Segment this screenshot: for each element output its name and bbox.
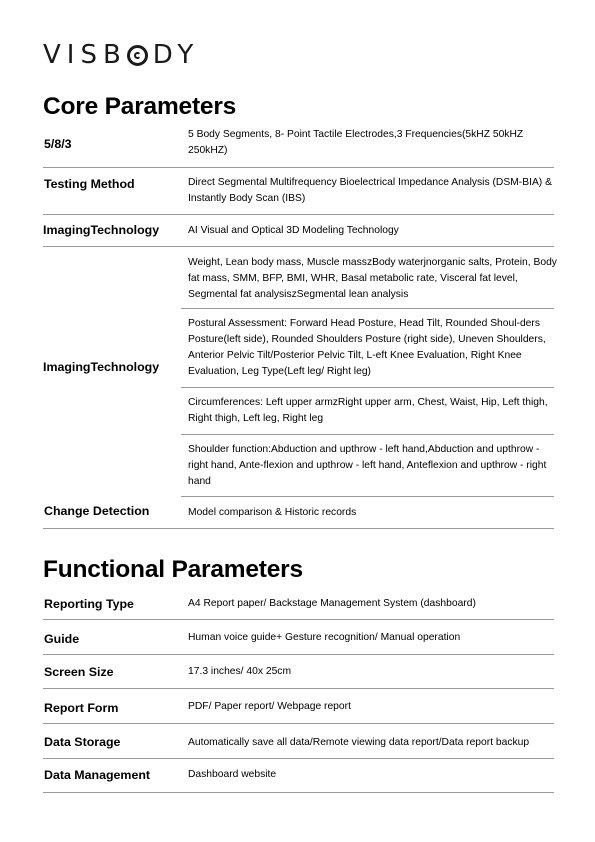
divider bbox=[43, 528, 554, 529]
row-value-shoulder-function: Shoulder function:Abduction and upthrow - left hand,Abduction and upthrow - right hand, Ante-flexion and upthrow - left hand, Anteflexion and upthrow - right hand bbox=[188, 444, 547, 487]
divider bbox=[181, 496, 554, 497]
divider bbox=[43, 246, 554, 247]
row-label-imaging-technology-metrics: ImagingTechnology bbox=[43, 360, 160, 374]
row-label-data-storage: Data Storage bbox=[44, 735, 121, 749]
row-label-report-form: Report Form bbox=[44, 701, 119, 715]
row-value-circumferences: Circumferences: Left upper armzRight upper arm, Chest, Waist, Hip, Left thigh, Right thigh, Left leg, Right leg bbox=[188, 397, 548, 424]
divider bbox=[181, 308, 554, 309]
divider bbox=[43, 654, 554, 655]
row-value-testing-method: Direct Segmental Multifrequency Bioelectrical Impedance Analysis (DSM-BIA) & Instantly Body Scan (IBS) bbox=[188, 177, 552, 204]
row-value-screen-size: 17.3 inches/ 40x 25cm bbox=[188, 666, 292, 677]
divider bbox=[181, 434, 554, 435]
logo-text-right: DY bbox=[152, 40, 200, 70]
row-label-reporting-type: Reporting Type bbox=[44, 597, 134, 611]
visbody-logo bbox=[43, 40, 199, 70]
divider bbox=[43, 214, 554, 215]
row-value-guide: Human voice guide+ Gesture recognition/ Manual operation bbox=[188, 632, 461, 643]
row-label-data-management: Data Management bbox=[44, 768, 151, 782]
row-value-reporting-type: A4 Report paper/ Backstage Management System (dashboard) bbox=[188, 598, 476, 609]
core-parameters-title: Core Parameters bbox=[43, 93, 237, 120]
row-value-data-management: Dashboard website bbox=[188, 769, 277, 780]
row-value-postural-assessment: Postural Assessment: Forward Head Posture, Head Tilt, Rounded Shoul-ders Posture(left side), Rounded Shoulders Posture (right side), Uneven Shoulders, Anterior Pelvic Tilt/Posterior Pelvic Tilt, L-eft Knee Evaluation, Right Knee Evaluation, Leg Type(Left leg/ Right leg) bbox=[188, 318, 546, 377]
logo-text-left: VISB bbox=[43, 40, 127, 70]
logo-o-icon bbox=[127, 45, 148, 66]
row-label-segments: 5/8/3 bbox=[44, 137, 72, 151]
row-value-data-storage: Automatically save all data/Remote viewing data report/Data report backup bbox=[188, 737, 530, 748]
row-label-guide: Guide bbox=[44, 632, 80, 646]
divider bbox=[43, 792, 554, 793]
divider bbox=[43, 167, 554, 168]
row-value-change-detection: Model comparison & Historic records bbox=[188, 507, 357, 518]
divider bbox=[43, 619, 554, 620]
row-label-imaging-technology: ImagingTechnology bbox=[43, 223, 160, 237]
row-value-body-composition: Weight, Lean body mass, Muscle masszBody waterjnorganic salts, Protein, Body fat mass, SMM, BFP, BMI, WHR, Basal metabolic rate, Visceral fat level, Segmental fat analysiszSegmental lean analysis bbox=[188, 257, 557, 300]
divider bbox=[43, 758, 554, 759]
divider bbox=[43, 688, 554, 689]
row-value-report-form: PDF/ Paper report/ Webpage report bbox=[188, 701, 351, 712]
divider bbox=[43, 723, 554, 724]
row-label-screen-size: Screen Size bbox=[44, 665, 114, 679]
functional-parameters-title: Functional Parameters bbox=[43, 556, 303, 583]
row-label-testing-method: Testing Method bbox=[44, 177, 135, 191]
row-value-imaging-technology: AI Visual and Optical 3D Modeling Technology bbox=[188, 225, 399, 236]
row-label-change-detection: Change Detection bbox=[44, 504, 150, 518]
divider bbox=[181, 387, 554, 388]
row-value-segments: 5 Body Segments, 8- Point Tactile Electrodes,3 Frequencies(5kHZ 50kHZ 250kHZ) bbox=[188, 129, 524, 156]
